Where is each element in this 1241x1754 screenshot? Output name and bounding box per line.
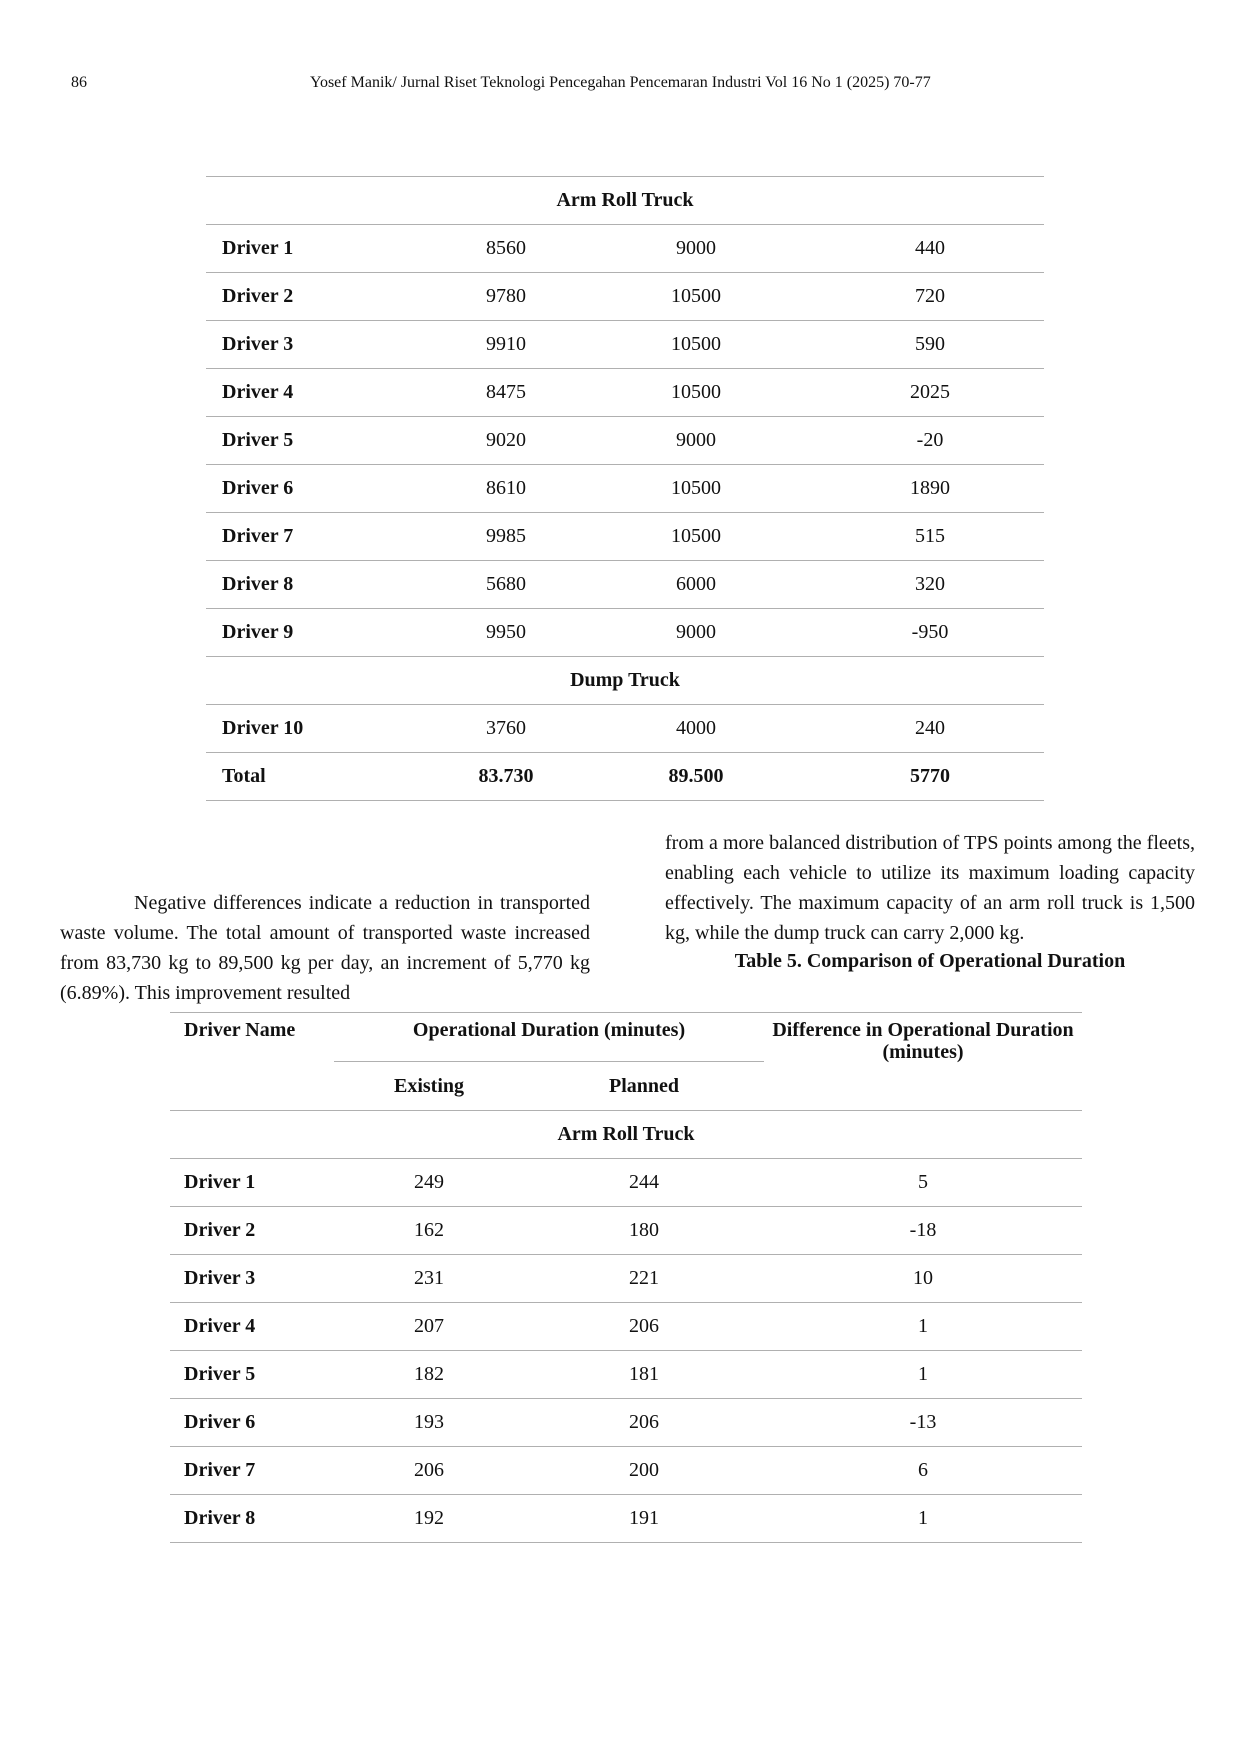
body-paragraph: from a more balanced distribution of TPS points among the fleets, enabling each vehicle to utilize its maximum loading capacity effectively. The maximum capacity of an arm roll truck is 1,500 kg, while the dump truck can carry 2,000 kg.: [665, 832, 1195, 944]
value-cell: 9950: [436, 609, 576, 657]
driver-name-cell: Driver 3: [170, 1255, 334, 1303]
value-cell: 10500: [576, 369, 816, 417]
value-cell: 162: [334, 1207, 524, 1255]
value-cell: 240: [816, 705, 1044, 753]
value-cell: 1890: [816, 465, 1044, 513]
value-cell: 231: [334, 1255, 524, 1303]
table-row: [206, 321, 1044, 369]
section-row-arm-roll: [170, 1111, 1082, 1159]
driver-name-cell: Driver 8: [170, 1495, 334, 1543]
value-cell: 221: [524, 1255, 764, 1303]
value-cell: 9000: [576, 225, 816, 273]
header-difference: Difference in Operational Duration (minutes): [764, 1013, 1082, 1111]
value-cell: 9000: [576, 609, 816, 657]
value-cell: 3760: [436, 705, 576, 753]
value-cell: 192: [334, 1495, 524, 1543]
table-5: [170, 1012, 1082, 1543]
value-cell: 9985: [436, 513, 576, 561]
value-cell: 10: [764, 1255, 1082, 1303]
value-cell: 4000: [576, 705, 816, 753]
driver-name-cell: Driver 7: [206, 513, 436, 561]
value-cell: 9000: [576, 417, 816, 465]
value-cell: 8475: [436, 369, 576, 417]
header-operational-duration: Operational Duration (minutes): [334, 1013, 764, 1062]
value-cell: 207: [334, 1303, 524, 1351]
value-cell: 5: [764, 1159, 1082, 1207]
driver-name-cell: Total: [206, 753, 436, 801]
table-row: [170, 1255, 1082, 1303]
value-cell: 8610: [436, 465, 576, 513]
table-row: [206, 561, 1044, 609]
value-cell: 2025: [816, 369, 1044, 417]
value-cell: 191: [524, 1495, 764, 1543]
driver-name-cell: Driver 6: [170, 1399, 334, 1447]
value-cell: -13: [764, 1399, 1082, 1447]
value-cell: 10500: [576, 465, 816, 513]
header-existing: Existing: [334, 1062, 524, 1111]
table-row: [170, 1495, 1082, 1543]
driver-name-cell: Driver 1: [170, 1159, 334, 1207]
value-cell: 9780: [436, 273, 576, 321]
value-cell: 5770: [816, 753, 1044, 801]
value-cell: 720: [816, 273, 1044, 321]
value-cell: 206: [524, 1399, 764, 1447]
header-planned: Planned: [524, 1062, 764, 1111]
table-row: [206, 369, 1044, 417]
left-column: [60, 888, 590, 1008]
table-row: [170, 1303, 1082, 1351]
table-row: [170, 1207, 1082, 1255]
value-cell: 249: [334, 1159, 524, 1207]
driver-name-cell: Driver 6: [206, 465, 436, 513]
table-row: [170, 1159, 1082, 1207]
value-cell: 206: [524, 1303, 764, 1351]
value-cell: 1: [764, 1351, 1082, 1399]
value-cell: 83.730: [436, 753, 576, 801]
right-column: [665, 828, 1195, 948]
value-cell: -950: [816, 609, 1044, 657]
value-cell: 320: [816, 561, 1044, 609]
driver-name-cell: Driver 2: [170, 1207, 334, 1255]
value-cell: 206: [334, 1447, 524, 1495]
table-row: [206, 465, 1044, 513]
table-row: [206, 417, 1044, 465]
table-row: [206, 705, 1044, 753]
value-cell: 6: [764, 1447, 1082, 1495]
value-cell: 180: [524, 1207, 764, 1255]
value-cell: 9910: [436, 321, 576, 369]
section-label: Arm Roll Truck: [170, 1111, 1082, 1159]
value-cell: -20: [816, 417, 1044, 465]
section-row-dump-truck: [206, 657, 1044, 705]
value-cell: 5680: [436, 561, 576, 609]
table-row: [206, 273, 1044, 321]
driver-name-cell: Driver 3: [206, 321, 436, 369]
driver-name-cell: Driver 4: [206, 369, 436, 417]
value-cell: 193: [334, 1399, 524, 1447]
value-cell: 8560: [436, 225, 576, 273]
value-cell: 244: [524, 1159, 764, 1207]
value-cell: 182: [334, 1351, 524, 1399]
driver-name-cell: Driver 2: [206, 273, 436, 321]
value-cell: 10500: [576, 273, 816, 321]
value-cell: 6000: [576, 561, 816, 609]
driver-name-cell: Driver 5: [170, 1351, 334, 1399]
value-cell: 440: [816, 225, 1044, 273]
driver-name-cell: Driver 9: [206, 609, 436, 657]
total-row: [206, 753, 1044, 801]
table-4: [206, 176, 1044, 801]
table-row: [170, 1399, 1082, 1447]
driver-name-cell: Driver 10: [206, 705, 436, 753]
value-cell: 10500: [576, 513, 816, 561]
value-cell: 1: [764, 1303, 1082, 1351]
driver-name-cell: Driver 1: [206, 225, 436, 273]
body-paragraph: Negative differences indicate a reduction in transported waste volume. The total amount of transported waste increased from 83,730 kg to 89,500 kg per day, an increment of 5,770 kg (6.89%). This improvement resulted: [60, 892, 590, 1004]
header-driver-name: Driver Name: [170, 1013, 334, 1111]
driver-name-cell: Driver 8: [206, 561, 436, 609]
section-row-arm-roll: [206, 177, 1044, 225]
value-cell: 1: [764, 1495, 1082, 1543]
section-label: Arm Roll Truck: [206, 177, 1044, 225]
table-5-caption: Table 5. Comparison of Operational Duration: [734, 950, 1126, 972]
value-cell: 9020: [436, 417, 576, 465]
table-row: [206, 225, 1044, 273]
table-row: [206, 609, 1044, 657]
driver-name-cell: Driver 4: [170, 1303, 334, 1351]
page-number: 86: [71, 74, 87, 91]
value-cell: 590: [816, 321, 1044, 369]
driver-name-cell: Driver 7: [170, 1447, 334, 1495]
value-cell: 181: [524, 1351, 764, 1399]
value-cell: 10500: [576, 321, 816, 369]
table-row: [170, 1447, 1082, 1495]
value-cell: 200: [524, 1447, 764, 1495]
running-header: Yosef Manik/ Jurnal Riset Teknologi Pencegahan Pencemaran Industri Vol 16 No 1 (2025) 70-77: [310, 74, 931, 91]
table-row: [170, 1351, 1082, 1399]
value-cell: 89.500: [576, 753, 816, 801]
section-label: Dump Truck: [206, 657, 1044, 705]
table-row: [206, 513, 1044, 561]
value-cell: 515: [816, 513, 1044, 561]
table-header-row: [170, 1013, 1082, 1062]
value-cell: -18: [764, 1207, 1082, 1255]
driver-name-cell: Driver 5: [206, 417, 436, 465]
